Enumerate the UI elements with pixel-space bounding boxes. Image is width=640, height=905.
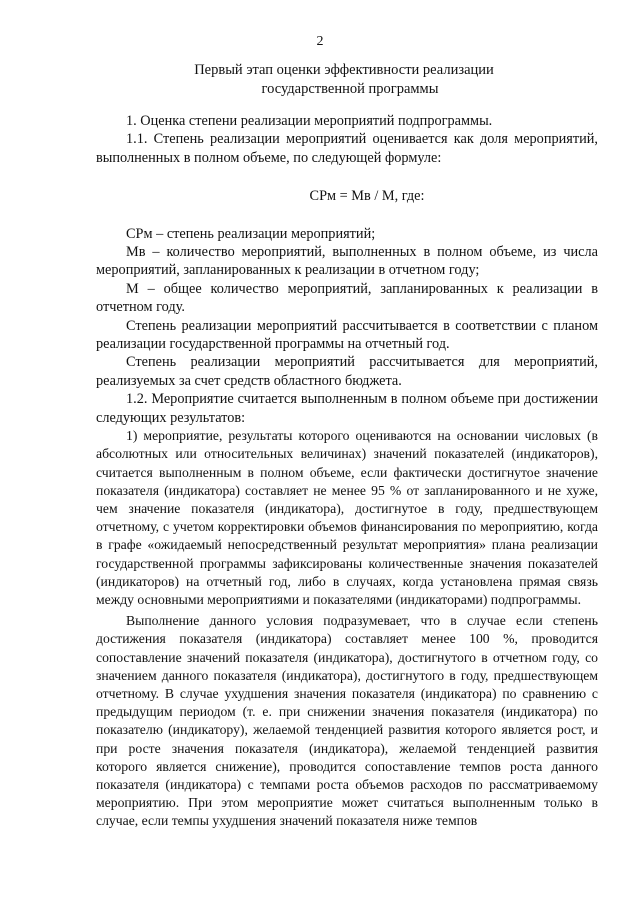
- page-number: 2: [316, 34, 324, 49]
- section-title-line-2: государственной программы: [261, 81, 439, 97]
- paragraph-item-1: 1) мероприятие, результаты которого оцениваются на основании числовых (в абсолютных или относительных величинах) значений показателей (индикаторов), считается выполненным в полном объеме, если фактически достигнутое значение показателя (индикатора) составляет не менее 95 % от запланированного и не хуже, чем значение показателя (индикатора), достигнутое в году, предшествующем отчетному, с учетом корректировки объемов финансирования по мероприятию, когда в графе «ожидаемый непосредственный результат мероприятия» плана реализации государственной программы зафиксированы количественные значения показателей (индикаторов) на отчетный год, либо в случаях, когда установлена прямая связь между основными мероприятиями и показателями (индикаторами) подпрограммы.: [96, 428, 598, 607]
- definition-mv: Мв – количество мероприятий, выполненных в полном объеме, из числа мероприятий, запланированных к реализации в отчетном году;: [96, 244, 598, 279]
- paragraph-budget: Степень реализации мероприятий рассчитывается для мероприятий, реализуемых за счет средств областного бюджета.: [96, 354, 598, 389]
- paragraph-plan: Степень реализации мероприятий рассчитывается в соответствии с планом реализации государственной программы на отчетный год.: [96, 317, 598, 353]
- paragraph-1-2: 1.2. Мероприятие считается выполненным в полном объеме при достижении следующих результатов:: [96, 391, 598, 426]
- definition-m: М – общее количество мероприятий, запланированных к реализации в отчетном году.: [96, 280, 598, 316]
- formula: СРм = Мв / М, где:: [309, 188, 425, 205]
- definition-srm: СРм – степень реализации мероприятий;: [126, 225, 376, 242]
- paragraph-condition: Выполнение данного условия подразумевает, что в случае если степень достижения показателя (индикатора) составляет менее 100 %, проводится сопоставление значений показателя (индикатора), достигнутого в отчетном году, со значением данного показателя (индикатора), достигнутого в году, предшествующем отчетному. В случае ухудшения значения показателя (индикатора) по сравнению с предыдущим периодом (т. е. при снижении значения показателя (индикатора) по показателю (индикатору), желаемой тенденцией развития которого является рост, и при росте значения показателя (индикатора), желаемой тенденцией развития которого является снижение), проводится сопоставление темпов роста данного показателя (индикатора) с темпами роста объемов расходов по рассматриваемому мероприятию. При этом мероприятие может считаться выполненным только в случае, если темпы ухудшения значений показателя ниже темпов: [96, 613, 598, 829]
- paragraph-1-1: 1.1. Степень реализации мероприятий оценивается как доля мероприятий, выполненных в полном объеме, по следующей формуле:: [96, 131, 598, 166]
- document-body: [96, 112, 598, 831]
- section-title-line-1: Первый этап оценки эффективности реализации: [194, 62, 494, 78]
- section-title: [0, 61, 640, 99]
- paragraph-heading-1: 1. Оценка степени реализации мероприятий подпрограммы.: [126, 113, 493, 129]
